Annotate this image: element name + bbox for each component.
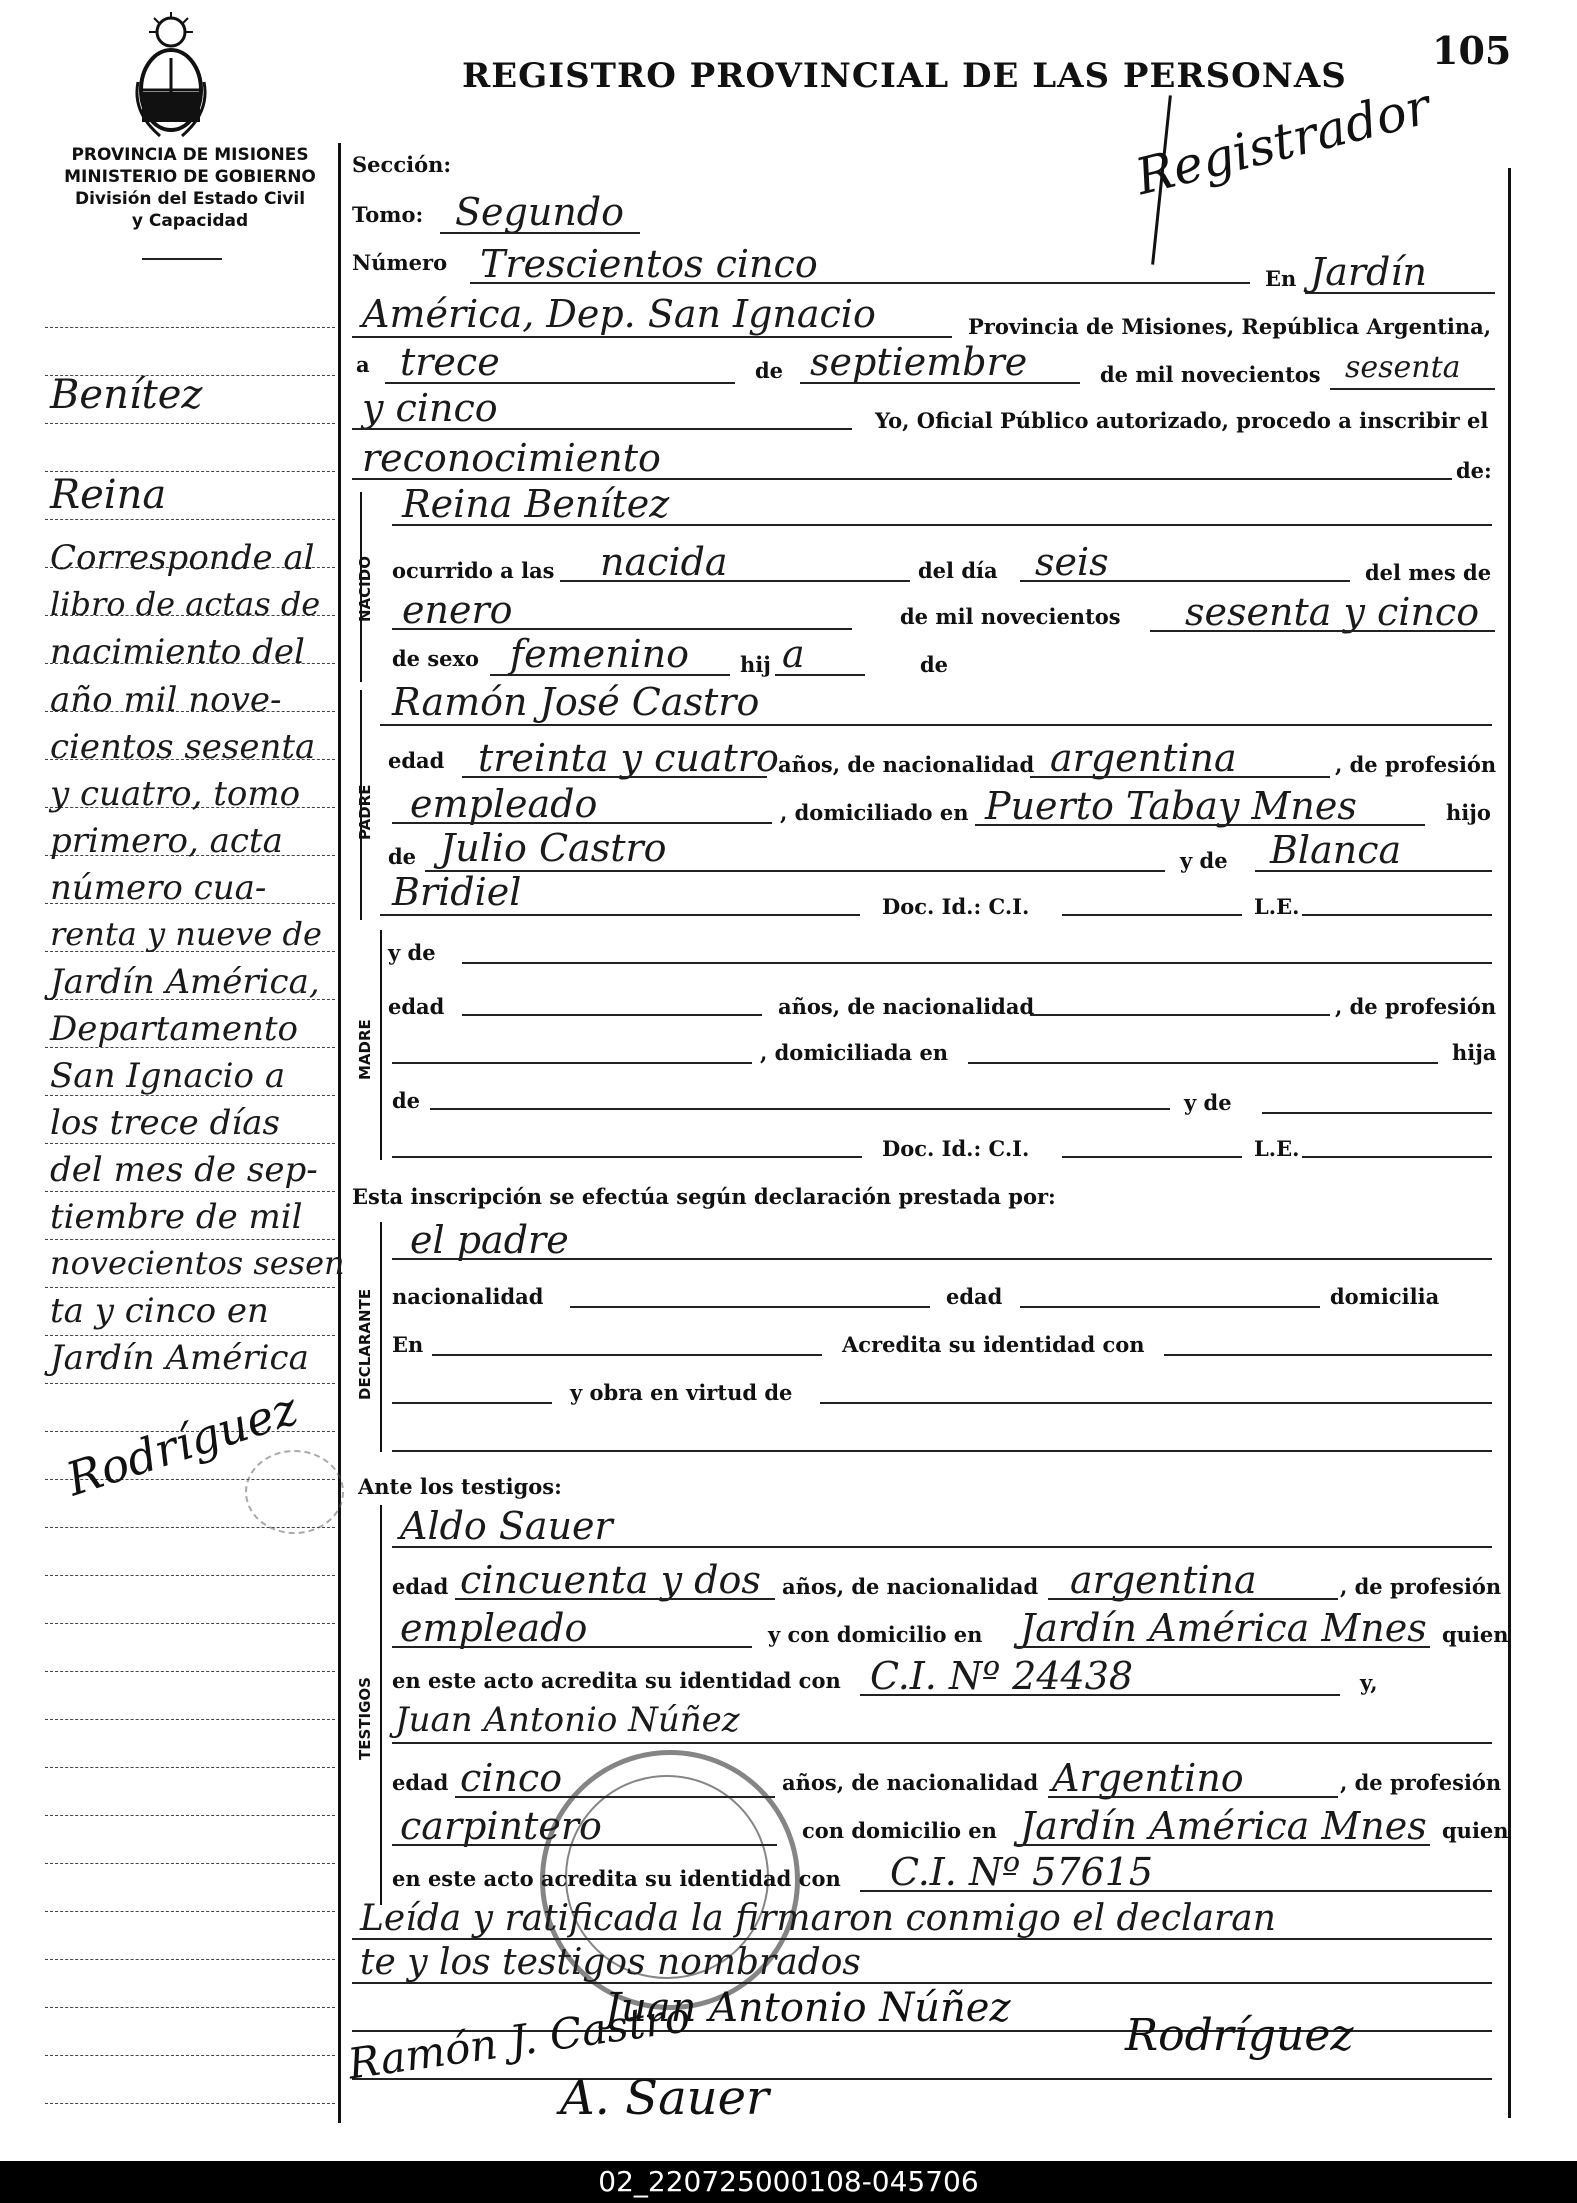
line-numero bbox=[470, 282, 1250, 284]
value-padre-edad: treinta y cuatro bbox=[478, 736, 779, 780]
line-padre-prof bbox=[392, 822, 772, 824]
value-t2-nac: Argentino bbox=[1052, 1756, 1244, 1800]
file-id-footer: 02_220725000108-045706 bbox=[0, 2161, 1577, 2203]
line-en bbox=[1305, 292, 1495, 294]
label-ocurrido: ocurrido a las bbox=[392, 558, 555, 583]
line-sexo bbox=[490, 674, 730, 676]
label-y-de: y de bbox=[1180, 848, 1228, 873]
label-t1-y: y, bbox=[1360, 1670, 1378, 1695]
header-ministry: MINISTERIO DE GOBIERNO bbox=[64, 167, 316, 188]
label-de-mil-novecientos: de mil novecientos bbox=[1100, 362, 1321, 387]
margin-line: ta y cinco en bbox=[50, 1291, 269, 1331]
margin-line: nacimiento del bbox=[50, 632, 305, 672]
label-esta-inscripcion: Esta inscripción se efectúa según declaración prestada por: bbox=[352, 1184, 1056, 1209]
line-t2-ci bbox=[860, 1890, 1492, 1892]
signature-witness-2: Juan Antonio Núñez bbox=[605, 1985, 1011, 2031]
closing-line-1: Leída y ratificada la firmaron conmigo el declaran bbox=[360, 1898, 1276, 1939]
side-label-nacido: NACIDO bbox=[356, 556, 374, 622]
value-t1-ci: C.I. Nº 24438 bbox=[870, 1654, 1134, 1698]
line-dec-en bbox=[432, 1354, 822, 1356]
line-dia-nac bbox=[1020, 580, 1350, 582]
line-t2-nac bbox=[1048, 1796, 1338, 1798]
line-ci-padre bbox=[1062, 914, 1242, 916]
value-nombre: Reina Benítez bbox=[402, 482, 670, 526]
label-t1-edad: edad bbox=[392, 1574, 449, 1599]
signature-witness-1: A. Sauer bbox=[560, 2070, 769, 2126]
label-madre-y-de-2: y de bbox=[1184, 1090, 1232, 1115]
line-padre-nac bbox=[1030, 776, 1330, 778]
margin-line: renta y nueve de bbox=[50, 915, 322, 953]
label-t2-acredita: en este acto acredita su identidad con bbox=[392, 1866, 841, 1891]
line-abuelo bbox=[425, 870, 1165, 872]
margin-line: Benítez bbox=[50, 372, 203, 418]
label-abuelo-de: de bbox=[388, 844, 417, 869]
margin-line: Jardín América, bbox=[50, 962, 320, 1002]
value-hij: a bbox=[782, 632, 805, 676]
value-anio-a: sesenta bbox=[1345, 350, 1461, 385]
line-mes bbox=[800, 382, 1080, 384]
margin-line: San Ignacio a bbox=[50, 1056, 286, 1096]
value-abuela-b: Bridiel bbox=[392, 870, 522, 914]
label-seccion: Sección: bbox=[352, 152, 452, 177]
line-dec-final bbox=[392, 1450, 1492, 1452]
header-division: División del Estado Civil bbox=[74, 189, 306, 210]
header-capacity: y Capacidad bbox=[131, 211, 249, 232]
value-t2-dom: Jardín América Mnes bbox=[1020, 1804, 1427, 1848]
line-declarante bbox=[392, 1258, 1492, 1260]
label-madre-y-de: y de bbox=[388, 940, 436, 965]
margin-line: libro de actas de bbox=[50, 585, 321, 623]
line-madre-dom bbox=[968, 1062, 1438, 1064]
value-t1-prof: empleado bbox=[400, 1606, 588, 1650]
label-t1-prof: , de profesión bbox=[1340, 1574, 1502, 1599]
label-en: En bbox=[1265, 266, 1297, 291]
line-dia bbox=[385, 382, 735, 384]
label-madre-de: de bbox=[392, 1088, 421, 1113]
value-mes: septiembre bbox=[810, 340, 1028, 384]
label-obra: y obra en virtud de bbox=[570, 1380, 793, 1405]
label-madre-prof: , de profesión bbox=[1335, 994, 1497, 1019]
label-padre-prof: , de profesión bbox=[1335, 752, 1497, 777]
signature-official: Rodríguez bbox=[1125, 2010, 1354, 2061]
value-mes-nac: enero bbox=[402, 588, 513, 632]
value-hora: nacida bbox=[600, 540, 728, 584]
label-sexo: de sexo bbox=[392, 646, 480, 671]
value-tomo: Segundo bbox=[455, 190, 624, 234]
signature-father: Ramón J. Castro bbox=[345, 1992, 693, 2089]
value-en: Jardín bbox=[1310, 250, 1428, 294]
line-closing-2 bbox=[352, 1982, 1492, 1984]
page-number: 105 bbox=[1432, 28, 1512, 73]
value-abuela-a: Blanca bbox=[1270, 828, 1402, 872]
line-tomo bbox=[440, 232, 640, 234]
label-hija: hija bbox=[1452, 1040, 1497, 1065]
value-padre-dom: Puerto Tabay Mnes bbox=[985, 784, 1357, 828]
label-hijo: hijo bbox=[1446, 800, 1491, 825]
line-madre-nac bbox=[1030, 1014, 1330, 1016]
line-hij bbox=[775, 674, 865, 676]
line-closing-1 bbox=[352, 1938, 1492, 1940]
value-anio-nac: sesenta y cinco bbox=[1185, 590, 1480, 634]
official-seal-icon bbox=[540, 1750, 800, 2010]
label-le-madre: L.E. bbox=[1254, 1136, 1300, 1161]
value-padre: Ramón José Castro bbox=[392, 680, 760, 724]
label-del-mes: del mes de bbox=[1365, 560, 1492, 585]
margin-signature: Rodríguez bbox=[60, 1381, 305, 1507]
margin-line: del mes de sep- bbox=[50, 1150, 318, 1190]
line-padre-edad bbox=[462, 776, 767, 778]
label-acredita: Acredita su identidad con bbox=[842, 1332, 1145, 1357]
label-padre-edad: edad bbox=[388, 748, 445, 773]
margin-line: los trece días bbox=[50, 1103, 280, 1143]
header-rule bbox=[142, 258, 222, 260]
label-madre-nac: años, de nacionalidad bbox=[778, 994, 1035, 1019]
value-t1-edad: cincuenta y dos bbox=[460, 1558, 761, 1602]
value-numero: Trescientos cinco bbox=[480, 242, 818, 286]
label-le-padre: L.E. bbox=[1254, 894, 1300, 919]
label-doc-id-padre: Doc. Id.: C.I. bbox=[882, 894, 1030, 919]
line-t2-dom bbox=[1015, 1844, 1430, 1846]
line-madre-extra bbox=[392, 1156, 862, 1158]
line-padre bbox=[380, 724, 1492, 726]
line-anio-nac bbox=[1150, 630, 1495, 632]
label-t1-acredita: en este acto acredita su identidad con bbox=[392, 1668, 841, 1693]
side-label-padre: PADRE bbox=[356, 784, 374, 840]
line-madre bbox=[462, 962, 1492, 964]
label-de-colon: de: bbox=[1456, 458, 1492, 483]
left-frame-line bbox=[338, 143, 341, 2123]
line-t1-edad bbox=[455, 1598, 775, 1600]
margin-line: cientos sesenta bbox=[50, 727, 316, 767]
value-t1-nac: argentina bbox=[1070, 1558, 1257, 1602]
label-t2-nac: años, de nacionalidad bbox=[782, 1770, 1039, 1795]
label-provincia: Provincia de Misiones, República Argentina, bbox=[968, 314, 1492, 339]
coat-of-arms-icon bbox=[130, 12, 212, 140]
label-madre-edad: edad bbox=[388, 994, 445, 1019]
value-padre-prof: empleado bbox=[410, 782, 598, 826]
line-padre-dom bbox=[975, 824, 1425, 826]
line-madre-madre bbox=[1262, 1112, 1492, 1114]
line-lugar bbox=[352, 336, 952, 338]
label-t1-dom: y con domicilio en bbox=[768, 1622, 983, 1647]
label-oficial: Yo, Oficial Público autorizado, procedo a inscribir el bbox=[875, 408, 1489, 433]
label-dec-domicilia: domicilia bbox=[1330, 1284, 1440, 1309]
label-madre-dom: , domiciliada en bbox=[760, 1040, 949, 1065]
margin-line: primero, acta bbox=[50, 821, 283, 861]
line-abuela-b bbox=[380, 914, 860, 916]
label-t1-quien: quien bbox=[1442, 1622, 1509, 1647]
testigos-bracket bbox=[380, 1505, 382, 1905]
line-dec-nac bbox=[570, 1306, 930, 1308]
line-nombre bbox=[392, 524, 1492, 526]
label-doc-id-madre: Doc. Id.: C.I. bbox=[882, 1136, 1030, 1161]
header-province: PROVINCIA DE MISIONES bbox=[71, 145, 309, 165]
line-t1-dom bbox=[1015, 1646, 1430, 1648]
value-testigo2: Juan Antonio Núñez bbox=[395, 1700, 740, 1740]
label-tomo: Tomo: bbox=[352, 202, 424, 227]
margin-line: Reina bbox=[50, 472, 167, 518]
label-t2-dom: con domicilio en bbox=[802, 1818, 997, 1843]
margin-line: Jardín América bbox=[50, 1338, 309, 1378]
line-anio-a bbox=[1330, 388, 1495, 390]
madre-bracket bbox=[380, 930, 382, 1160]
header-block bbox=[40, 144, 340, 232]
margin-line: año mil nove- bbox=[50, 680, 282, 720]
value-testigo1: Aldo Sauer bbox=[400, 1504, 613, 1548]
line-t1-nac bbox=[1048, 1598, 1338, 1600]
label-t2-quien: quien bbox=[1442, 1818, 1509, 1843]
label-t2-edad: edad bbox=[392, 1770, 449, 1795]
label-hij: hij bbox=[740, 652, 771, 677]
label-de-mil-nov-nac: de mil novecientos bbox=[900, 604, 1121, 629]
margin-line: y cuatro, tomo bbox=[50, 774, 301, 814]
side-label-testigos: TESTIGOS bbox=[356, 1677, 374, 1760]
value-t2-ci: C.I. Nº 57615 bbox=[890, 1850, 1154, 1894]
line-le-madre bbox=[1302, 1156, 1492, 1158]
line-obra bbox=[820, 1402, 1492, 1404]
line-abuela-a bbox=[1255, 870, 1492, 872]
line-t1-ci bbox=[860, 1694, 1340, 1696]
line-acto bbox=[352, 478, 1452, 480]
line-acredita bbox=[1164, 1354, 1492, 1356]
value-abuelo: Julio Castro bbox=[440, 826, 667, 870]
side-label-declarante: DECLARANTE bbox=[356, 1288, 374, 1400]
line-dec-extra bbox=[392, 1402, 552, 1404]
label-t1-nac: años, de nacionalidad bbox=[782, 1574, 1039, 1599]
margin-line: novecientos sesen bbox=[50, 1244, 345, 1282]
label-numero: Número bbox=[352, 250, 448, 275]
margin-line: Corresponde al bbox=[50, 538, 315, 578]
margin-line: tiembre de mil bbox=[50, 1197, 303, 1237]
value-dia: trece bbox=[400, 340, 500, 384]
margin-stamp-icon bbox=[245, 1450, 344, 1534]
line-madre-edad bbox=[462, 1014, 762, 1016]
line-testigo2 bbox=[392, 1742, 1492, 1744]
line-dec-edad bbox=[1020, 1306, 1320, 1308]
line-closing-4 bbox=[352, 2078, 1492, 2080]
line-le-padre bbox=[1302, 914, 1492, 916]
line-ci-madre bbox=[1062, 1156, 1242, 1158]
line-madre-prof bbox=[392, 1062, 752, 1064]
value-t2-prof: carpintero bbox=[400, 1804, 602, 1848]
label-dec-en: En bbox=[392, 1332, 424, 1357]
label-ante-testigos: Ante los testigos: bbox=[358, 1474, 562, 1499]
margin-line: número cua- bbox=[50, 868, 267, 908]
value-acto: reconocimiento bbox=[362, 436, 661, 480]
value-sexo: femenino bbox=[510, 632, 690, 676]
line-mes-nac bbox=[392, 628, 852, 630]
value-lugar: América, Dep. San Ignacio bbox=[362, 292, 876, 336]
line-madre-padre bbox=[430, 1108, 1170, 1110]
margin-line: Departamento bbox=[50, 1009, 298, 1049]
value-t2-edad: cinco bbox=[460, 1756, 563, 1800]
label-dec-nac: nacionalidad bbox=[392, 1284, 544, 1309]
value-dia-nac: seis bbox=[1035, 540, 1109, 584]
value-padre-nac: argentina bbox=[1050, 736, 1237, 780]
line-testigo1 bbox=[392, 1546, 1492, 1548]
line-hora bbox=[560, 580, 910, 582]
document-title: REGISTRO PROVINCIAL DE LAS PERSONAS bbox=[462, 56, 1347, 96]
value-anio-b: y cinco bbox=[362, 386, 498, 430]
closing-line-2: te y los testigos nombrados bbox=[360, 1942, 861, 1983]
line-anio-b bbox=[352, 428, 852, 430]
line-t1-prof bbox=[392, 1646, 752, 1648]
label-t2-prof: , de profesión bbox=[1340, 1770, 1502, 1795]
label-hij-de: de bbox=[920, 652, 949, 677]
label-padre-dom: , domiciliado en bbox=[780, 800, 969, 825]
value-t1-dom: Jardín América Mnes bbox=[1020, 1606, 1427, 1650]
registrar-signature: Registrador bbox=[1130, 77, 1436, 207]
side-label-madre: MADRE bbox=[356, 1019, 374, 1080]
label-padre-nac: años, de nacionalidad bbox=[778, 752, 1035, 777]
label-dec-edad: edad bbox=[946, 1284, 1003, 1309]
value-declarante: el padre bbox=[410, 1218, 569, 1262]
label-del-dia: del día bbox=[918, 558, 998, 583]
label-a: a bbox=[356, 352, 370, 377]
declarante-bracket bbox=[380, 1222, 382, 1452]
label-de: de bbox=[755, 358, 784, 383]
